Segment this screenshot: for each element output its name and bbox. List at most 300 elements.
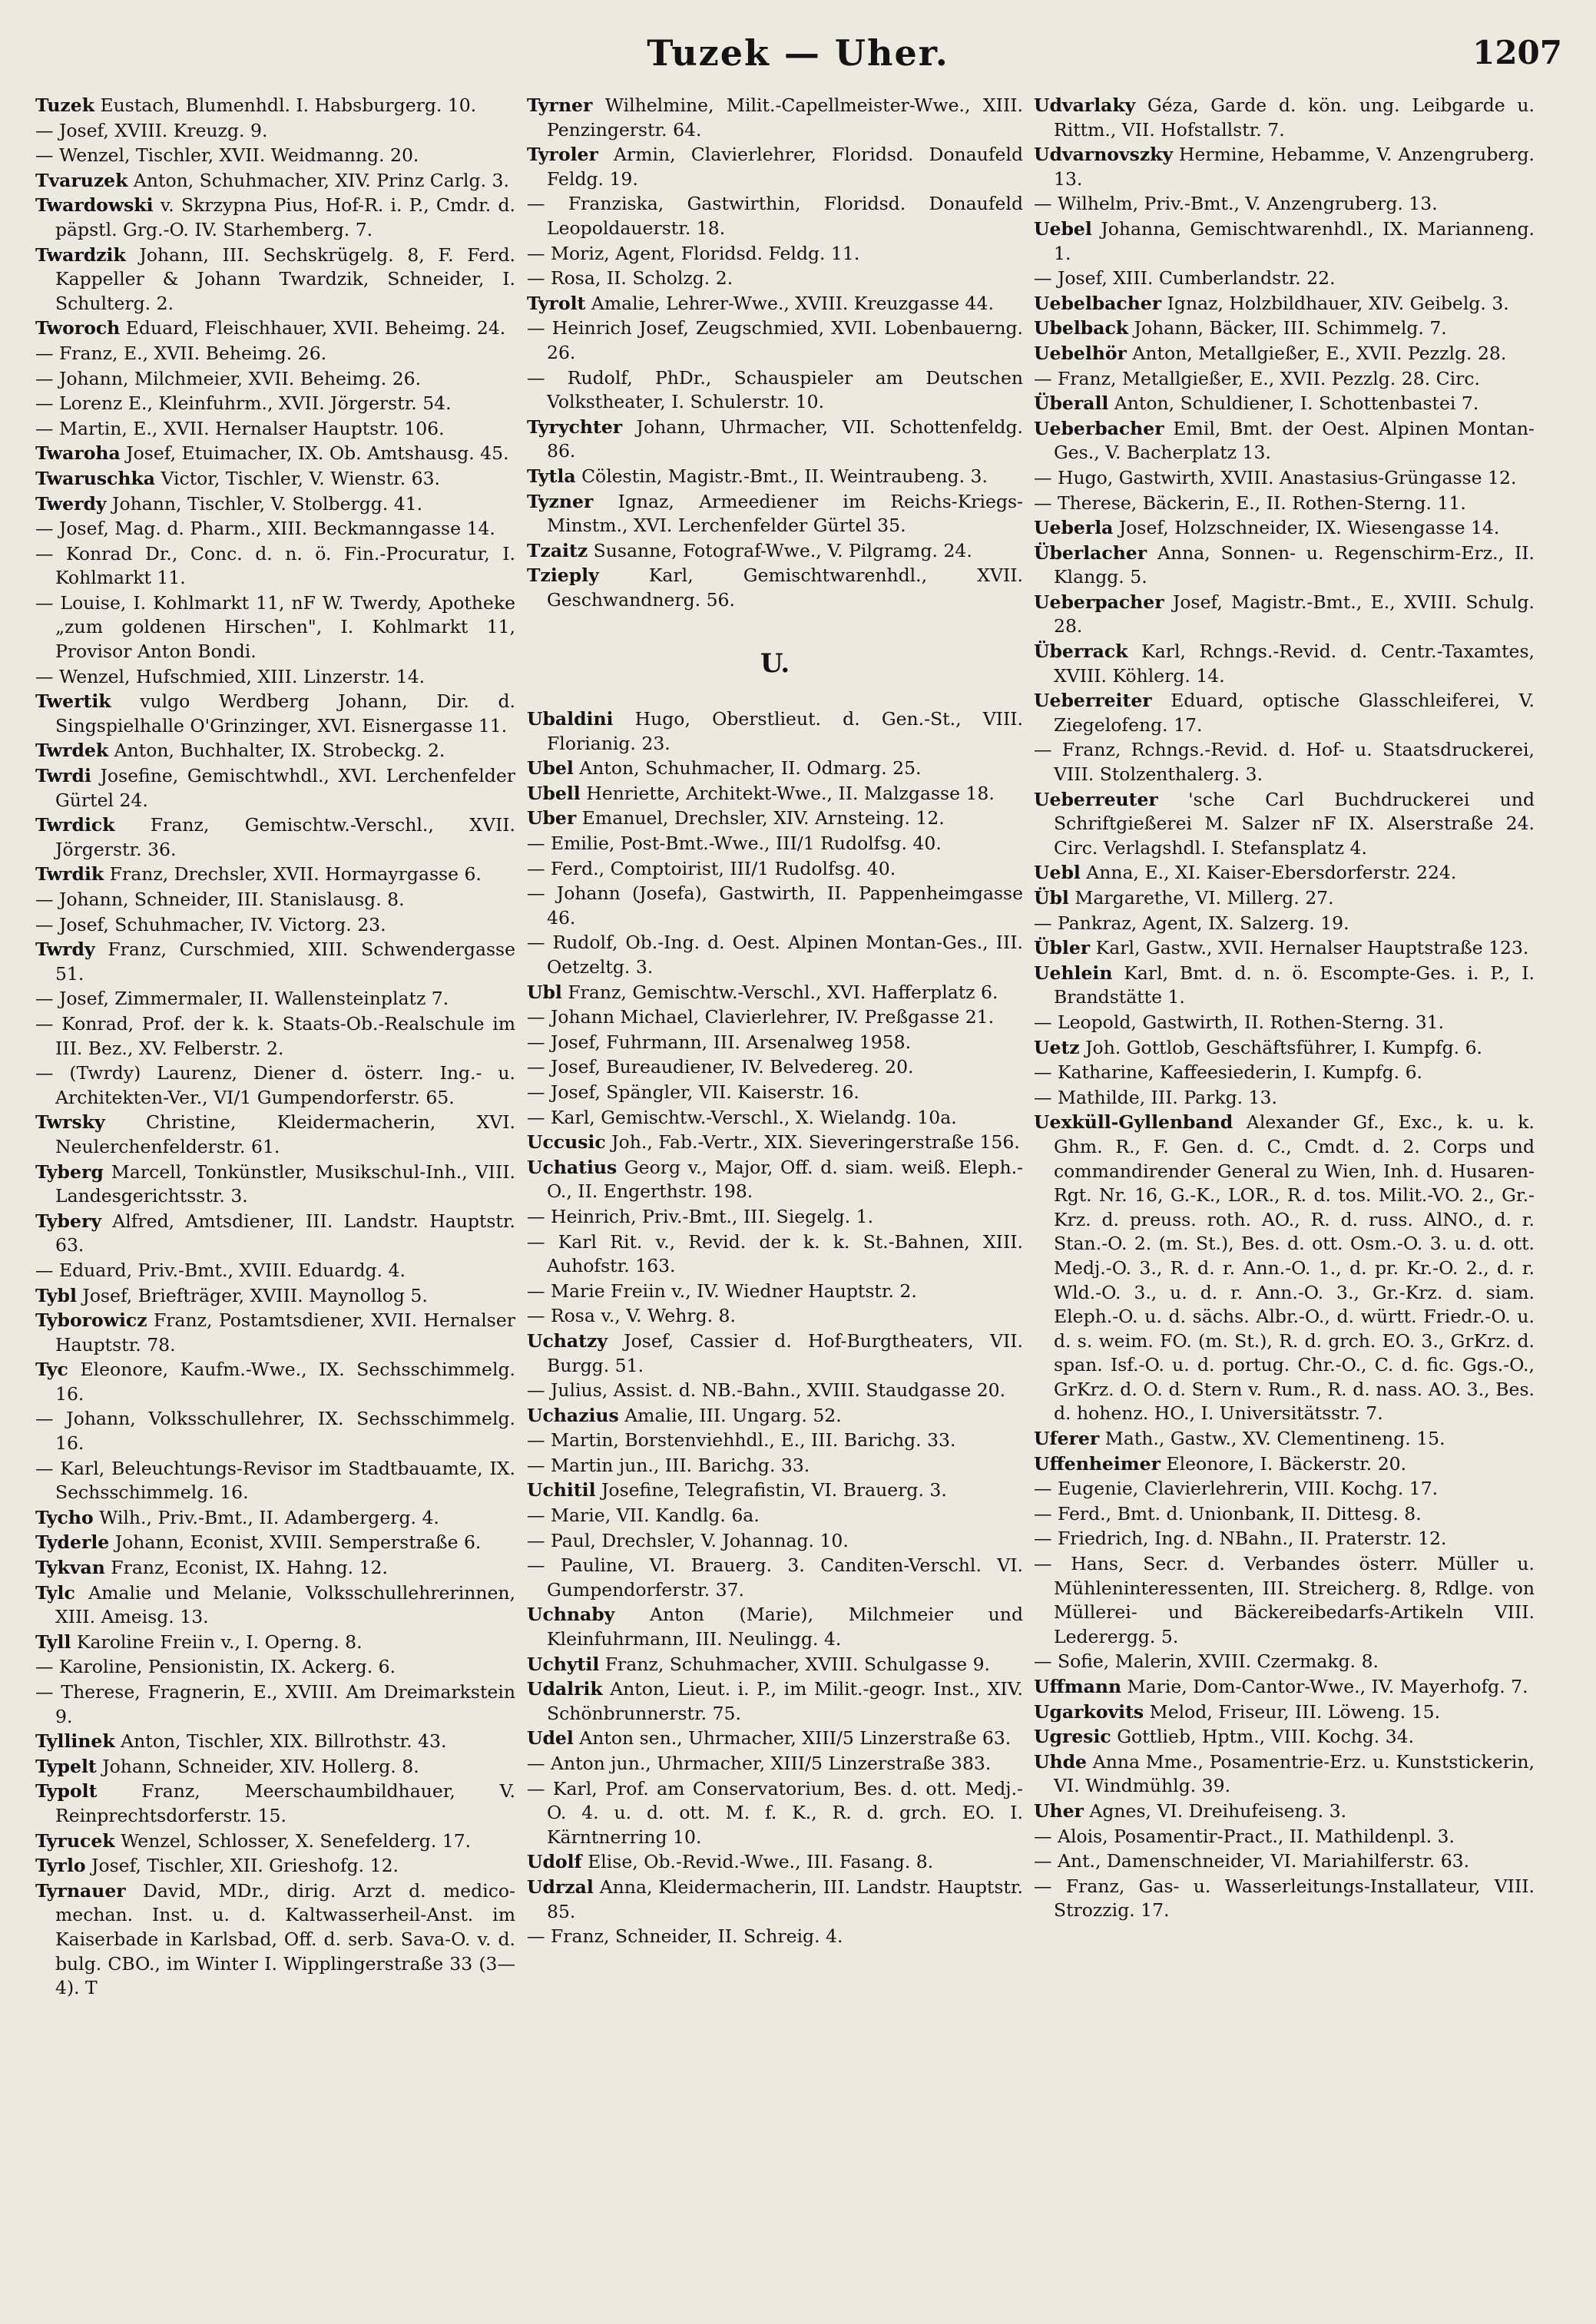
directory-entry (1034, 1700, 1535, 1725)
entry-details: Josefine, Telegrafistin, VI. Brauerg. 3. (601, 1479, 947, 1501)
directory-entry (35, 1457, 515, 1505)
column-1 (35, 94, 515, 2306)
directory-entry (527, 1777, 1023, 1850)
entry-details: Math., Gastw., XV. Clementineng. 15. (1104, 1428, 1445, 1450)
entry-details: v. Skrzypna Pius, Hof-R. i. P., Cmdr. d. päpstl. Grg.-O. IV. Starhemberg. 7. (55, 194, 515, 240)
directory-entry (527, 1304, 1023, 1329)
directory-entry (1034, 292, 1535, 316)
column-2 (527, 94, 1023, 2306)
entry-surname: Udolf (527, 1851, 582, 1873)
entry-surname: Uhde (1034, 1750, 1087, 1773)
entry-details: — Josef, Fuhrmann, III. Arsenalweg 1958. (527, 1031, 912, 1053)
directory-entry (1034, 94, 1535, 142)
entry-details: — Josef, Spängler, VII. Kaiserstr. 16. (527, 1081, 859, 1103)
entry-surname: Uchatzy (527, 1329, 608, 1352)
entry-details: — Mathilde, III. Parkg. 13. (1034, 1086, 1277, 1108)
directory-entry (35, 1309, 515, 1357)
directory-entry (527, 1031, 1023, 1055)
directory-entry (527, 857, 1023, 882)
directory-entry (1034, 217, 1535, 266)
entry-details: Anna, Sonnen- u. Regenschirm-Erz., II. Klangg. 5. (1054, 541, 1535, 588)
entry-details: — Karl, Prof. am Conservatorium, Bes. d. ott. Medj.-O. 4. u. d. ott. M. f. K., R. d. grch. EO. I. Kärntnerring 10. (527, 1777, 1023, 1848)
directory-entry (35, 169, 515, 194)
directory-entry (35, 194, 515, 242)
entry-details: Cölestin, Magistr.-Bmt., II. Weintraubeng. 3. (581, 465, 988, 487)
entry-details: Anton, Schuhmacher, II. Odmarg. 25. (579, 757, 922, 780)
entry-details: — Johann Michael, Clavierlehrer, IV. Preßgasse 21. (527, 1006, 995, 1028)
directory-entry (1034, 1111, 1535, 1426)
directory-entry (527, 1205, 1023, 1230)
directory-entry (1034, 738, 1535, 786)
entry-details: — Eugenie, Clavierlehrerin, VIII. Kochg. 17. (1034, 1478, 1439, 1500)
directory-entry (35, 243, 515, 316)
directory-entry (527, 1428, 1023, 1453)
entry-details: Anton (Marie), Milchmeier und Kleinfuhrmann, III. Neulingg. 4. (547, 1604, 1023, 1650)
entry-surname: Ugarkovits (1034, 1700, 1144, 1723)
directory-entry (35, 1730, 515, 1754)
entry-details: Josef, Briefträger, XVIII. Maynollog 5. (82, 1284, 428, 1306)
directory-entry (1034, 1825, 1535, 1849)
directory-entry (527, 1106, 1023, 1131)
entry-details: Josefine, Gemischtwhdl., XVI. Lerchenfelder Gürtel 24. (55, 765, 515, 811)
entry-details: — Sofie, Malerin, XVIII. Czermakg. 8. (1034, 1650, 1379, 1673)
directory-entry (35, 1531, 515, 1555)
entry-details: Johann, III. Sechskrügelg. 8, F. Ferd. Kappeller & Johann Twardzik, Schneider, I. Schulterg. 2. (55, 243, 515, 314)
entry-surname: Tykvan (35, 1557, 105, 1579)
entry-surname: Tyderle (35, 1531, 110, 1554)
entry-details: Joh., Fab.-Vertr., XIX. Sieveringerstraße 156. (611, 1131, 1020, 1154)
entry-details: Georg v., Major, Off. d. siam. weiß. Eleph.-O., II. Engerthstr. 198. (547, 1156, 1023, 1203)
directory-entry (35, 1879, 515, 2001)
entry-surname: Twaruschka (35, 467, 155, 489)
directory-entry (527, 1081, 1023, 1105)
directory-entry (1034, 591, 1535, 639)
directory-entry (527, 1055, 1023, 1080)
entry-details: — Therese, Fragnerin, E., XVIII. Am Dreimarkstein 9. (35, 1681, 515, 1727)
entry-surname: Uchazius (527, 1404, 619, 1426)
entry-surname: Ubell (527, 782, 581, 804)
entry-details: Johann, Tischler, V. Stolbergg. 41. (112, 492, 423, 515)
directory-entry (527, 1925, 1023, 1949)
entry-details: Marcell, Tonkünstler, Musikschul-Inh., VIII. Landesgerichtsstr. 3. (55, 1160, 515, 1207)
directory-entry (527, 806, 1023, 831)
entry-details: — Rudolf, Ob.-Ing. d. Oest. Alpinen Montan-Ges., III. Oetzeltg. 3. (527, 932, 1023, 978)
entry-details: — Alois, Posamentir-Pract., II. Mathildenpl. 3. (1034, 1825, 1455, 1847)
directory-entry (1034, 266, 1535, 291)
entry-details: — Franziska, Gastwirthin, Floridsd. Donaufeld Leopoldauerstr. 18. (527, 193, 1023, 239)
entry-details: — Franz, Gas- u. Wasserleitungs-Installateur, VIII. Strozzig. 17. (1034, 1875, 1535, 1922)
directory-entry (35, 591, 515, 664)
directory-entry (1034, 1477, 1535, 1501)
entry-surname: Tyrner (527, 94, 593, 116)
entry-surname: Uffenheimer (1034, 1452, 1161, 1475)
directory-entry (1034, 1675, 1535, 1700)
directory-entry (35, 342, 515, 366)
entry-details: Anton, Metallgießer, E., XVII. Pezzlg. 28. (1132, 342, 1507, 364)
entry-details: Anton, Schuldiener, I. Schottenbastei 7. (1114, 392, 1479, 415)
running-title: Tuzek — Uher. (647, 32, 949, 74)
entry-surname: Udvarlaky (1034, 94, 1136, 116)
directory-entry (527, 192, 1023, 240)
entry-surname: Überlacher (1034, 541, 1147, 564)
entry-details: — Franz, Schneider, II. Schreig. 4. (527, 1925, 843, 1948)
entry-surname: Twrdek (35, 740, 109, 762)
directory-entry (35, 316, 515, 341)
directory-entry (527, 1454, 1023, 1478)
entry-details: — Heinrich, Priv.-Bmt., III. Siegelg. 1. (527, 1205, 874, 1227)
entry-surname: Tyll (35, 1630, 71, 1653)
entry-details: Anna, E., XI. Kaiser-Ebersdorferstr. 224. (1086, 862, 1457, 884)
entry-details: Franz, Postamtsdiener, XVII. Hernalser Hauptstr. 78. (55, 1309, 515, 1356)
entry-details: Eleonore, Kaufm.-Wwe., IX. Sechsschimmelg. 16. (55, 1359, 515, 1405)
entry-details: Anton, Schuhmacher, XIV. Prinz Carlg. 3. (133, 169, 509, 191)
directory-entry (1034, 417, 1535, 465)
entry-surname: Tyborowicz (35, 1309, 147, 1332)
entry-details: — Louise, I. Kohlmarkt 11, nF W. Twerdy, Apotheke „zum goldenen Hirschen", I. Kohlmarkt 11, Provisor Anton Bondi. (35, 591, 515, 663)
directory-entry (1034, 192, 1535, 217)
entry-details: Gottlieb, Hptm., VIII. Kochg. 34. (1117, 1726, 1415, 1748)
entry-details: — Karl Rit. v., Revid. der k. k. St.-Bahnen, XIII. Auhofstr. 163. (527, 1230, 1023, 1277)
entry-surname: Ueberreuter (1034, 788, 1158, 810)
directory-entry (527, 490, 1023, 538)
entry-details: Johann, Bäcker, III. Schimmelg. 7. (1134, 317, 1447, 339)
directory-entry (527, 242, 1023, 266)
entry-details: Josef, Etuimacher, IX. Ob. Amtshausg. 45. (126, 442, 509, 465)
directory-entry (527, 1504, 1023, 1528)
entry-details: Franz, Meerschaumbildhauer, V. Reinprechtsdorferstr. 15. (55, 1780, 515, 1826)
entry-details: — Katharine, Kaffeesiederin, I. Kumpfg. 6. (1034, 1061, 1423, 1084)
entry-surname: Twrdy (35, 939, 95, 961)
entry-details: — Johann, Volksschullehrer, IX. Sechsschimmelg. 16. (35, 1408, 515, 1455)
section-heading: U. (760, 648, 790, 680)
directory-entry (35, 1210, 515, 1258)
directory-entry (35, 690, 515, 738)
entry-surname: Überall (1034, 392, 1109, 415)
entry-details: Wilh., Priv.-Bmt., II. Adambergerg. 4. (99, 1506, 439, 1528)
entry-surname: Tyberg (35, 1160, 104, 1183)
directory-entry (527, 366, 1023, 415)
entry-details: — Marie, VII. Kandlg. 6a. (527, 1505, 760, 1527)
entry-details: Anna Mme., Posamentrie-Erz. u. Kunststickerin, VI. Windmühlg. 39. (1054, 1750, 1535, 1797)
directory-entry (35, 1755, 515, 1779)
entry-details: — (Twrdy) Laurenz, Diener d. österr. Ing.- u. Architekten-Ver., VI/1 Gumpendorferstr. 65. (35, 1062, 515, 1108)
entry-details: Karl, Bmt. d. n. ö. Escompte-Ges. i. P., I. Brandstätte 1. (1054, 962, 1535, 1008)
directory-entry (35, 1655, 515, 1680)
entry-details: — Karoline, Pensionistin, IX. Ackerg. 6. (35, 1656, 396, 1678)
entry-details: Franz, Drechsler, XVII. Hormayrgasse 6. (109, 863, 482, 886)
directory-entry (35, 1829, 515, 1854)
directory-entry (527, 539, 1023, 564)
entry-details: — Paul, Drechsler, V. Johannag. 10. (527, 1529, 849, 1551)
entry-details: — Josef, Zimmermaler, II. Wallensteinplatz 7. (35, 988, 449, 1010)
entry-surname: Ugresic (1034, 1726, 1111, 1748)
entry-surname: Uehlein (1034, 962, 1113, 984)
entry-details: — Ferd., Bmt. d. Unionbank, II. Dittesg. 8. (1034, 1502, 1422, 1525)
entry-details: Wenzel, Schlosser, X. Senefelderg. 17. (121, 1829, 472, 1852)
entry-details: Karl, Rchngs.-Revid. d. Centr.-Taxamtes, XVIII. Köhlerg. 14. (1054, 641, 1535, 687)
directory-entry (527, 782, 1023, 806)
entry-surname: Ueberla (1034, 517, 1114, 539)
directory-entry (1034, 1427, 1535, 1452)
entry-surname: Tworoch (35, 317, 121, 339)
directory-entry (527, 1603, 1023, 1651)
page-header (0, 32, 1596, 86)
entry-details: — Josef, XIII. Cumberlandstr. 22. (1034, 267, 1336, 290)
entry-details: Anna, Kleidermacherin, III. Landstr. Hauptstr. 85. (547, 1875, 1023, 1922)
directory-entry (1034, 912, 1535, 936)
entry-details: Johanna, Gemischtwarenhdl., IX. Marianneng. 1. (1054, 217, 1535, 264)
directory-entry (35, 1581, 515, 1630)
entry-details: — Konrad Dr., Conc. d. n. ö. Fin.-Procuratur, I. Kohlmarkt 11. (35, 542, 515, 589)
directory-entry (527, 1156, 1023, 1204)
entry-details: — Anton jun., Uhrmacher, XIII/5 Linzerstraße 383. (527, 1753, 992, 1774)
entry-surname: Tyc (35, 1359, 68, 1381)
directory-entry (35, 1358, 515, 1406)
directory-entry (35, 119, 515, 144)
directory-entry (527, 1478, 1023, 1503)
entry-details: — Pauline, VI. Brauerg. 3. Canditen-Verschl. VI. Gumpendorferstr. 37. (527, 1554, 1023, 1601)
directory-entry (527, 1280, 1023, 1304)
directory-entry (527, 931, 1023, 979)
directory-entry (1034, 1650, 1535, 1674)
entry-details: Margarethe, VI. Millerg. 27. (1074, 887, 1334, 909)
entry-surname: Uchitil (527, 1479, 596, 1501)
entry-surname: Uebl (1034, 862, 1081, 884)
entry-details: Anton sen., Uhrmacher, XIII/5 Linzerstraße 63. (579, 1727, 1012, 1750)
directory-entry (1034, 1799, 1535, 1824)
directory-entry (527, 1131, 1023, 1155)
entry-details: Emanuel, Drechsler, XIV. Arnsteing. 12. (581, 807, 945, 829)
directory-entry (35, 542, 515, 591)
entry-details: Ignaz, Armeediener im Reichs-Kriegs-Minstm., XVI. Lerchenfelder Gürtel 35. (547, 490, 1023, 537)
directory-entry (1034, 962, 1535, 1010)
entry-surname: Übler (1034, 937, 1091, 959)
directory-entry (527, 1404, 1023, 1428)
directory-entry (527, 1529, 1023, 1554)
entry-details: 'sche Carl Buchdruckerei und Schriftgießerei M. Salzer nF IX. Alserstraße 24. Circ. Verlagshdl. I. Stefansplatz 4. (1054, 788, 1535, 859)
directory-entry (35, 938, 515, 986)
entry-details: — Leopold, Gastwirth, II. Rothen-Sterng. 31. (1034, 1011, 1445, 1033)
directory-entry (1034, 1036, 1535, 1061)
directory-entry (527, 1677, 1023, 1726)
directory-entry (35, 144, 515, 168)
directory-entry (527, 1329, 1023, 1378)
entry-details: — Martin jun., III. Barichg. 33. (527, 1454, 810, 1476)
directory-entry (35, 739, 515, 763)
entry-details: — Franz, Metallgießer, E., XVII. Pezzlg. 28. Circ. (1034, 367, 1480, 389)
entry-details: — Franz, Rchngs.-Revid. d. Hof- u. Staatsdruckerei, VIII. Stolzenthalerg. 3. (1034, 739, 1535, 786)
directory-entry (35, 1284, 515, 1309)
entry-details: Ignaz, Holzbildhauer, XIV. Geibelg. 3. (1167, 292, 1509, 314)
directory-entry (35, 492, 515, 517)
directory-entry (35, 813, 515, 862)
entry-details: — Josef, XVIII. Kreuzg. 9. (35, 119, 268, 141)
entry-details: — Emilie, Post-Bmt.-Wwe., III/1 Rudolfsg. 40. (527, 833, 942, 855)
entry-details: Amalie, Lehrer-Wwe., XVIII. Kreuzgasse 44. (591, 292, 994, 314)
entry-details: David, MDr., dirig. Arzt d. medico-mechan. Inst. u. d. Kaltwasserheil-Anst. im Kaiserbade in Karlsbad, Off. d. serb. Sava-O. v. d. bulg. CBO., im Winter I. Wipplingerstraße 33 (3—4). T (55, 1879, 515, 1999)
entry-surname: Uber (527, 807, 577, 829)
directory-entry (527, 756, 1023, 781)
entry-surname: Twardzik (35, 243, 126, 266)
directory-entry (527, 465, 1023, 489)
directory-entry (35, 987, 515, 1011)
entry-details: — Ferd., Comptoirist, III/1 Rudolfsg. 40. (527, 857, 896, 879)
entry-details: — Karl, Beleuchtungs-Revisor im Stadtbauamte, IX. Sechsschimmelg. 16. (35, 1457, 515, 1504)
directory-entry (1034, 788, 1535, 861)
entry-details: — Josef, Mag. d. Pharm., XIII. Beckmanngasse 14. (35, 518, 495, 540)
entry-surname: Uetz (1034, 1036, 1080, 1058)
entry-details: Josef, Cassier d. Hof-Burgtheaters, VII. Burgg. 51. (547, 1329, 1023, 1376)
directory-entry (527, 832, 1023, 856)
directory-entry (35, 442, 515, 466)
entry-details: — Hans, Secr. d. Verbandes österr. Müller u. Mühleninteressenten, III. Streicherg. 8, Rdlge. von Müllerei- und Bäckereibedarfs-Artikeln VIII. Lederergg. 5. (1034, 1553, 1535, 1647)
directory-entry (1034, 316, 1535, 341)
entry-details: — Marie Freiin v., IV. Wiedner Hauptstr. 2. (527, 1280, 917, 1302)
page-number: 1207 (1472, 34, 1562, 71)
entry-details: Marie, Dom-Cantor-Wwe., IV. Mayerhofg. 7. (1127, 1676, 1528, 1697)
entry-surname: Twertik (35, 690, 111, 713)
entry-surname: Tyrolt (527, 292, 586, 314)
directory-entry (1034, 640, 1535, 688)
directory-entry (527, 981, 1023, 1005)
directory-entry (1034, 1725, 1535, 1750)
entry-details: Franz, Econist, IX. Hahng. 12. (111, 1557, 388, 1579)
entry-surname: Tyroler (527, 144, 598, 166)
directory-entry (527, 143, 1023, 191)
entry-details: Emil, Bmt. der Oest. Alpinen Montan-Ges., V. Bacherplatz 13. (1054, 417, 1535, 464)
column-3 (1034, 94, 1535, 2306)
entry-surname: Uebelhör (1034, 342, 1127, 364)
directory-entry (1034, 1011, 1535, 1035)
entry-surname: Ubl (527, 981, 562, 1003)
directory-entry (35, 1407, 515, 1455)
directory-entry (35, 1111, 515, 1159)
entry-details: Anton, Lieut. i. P., im Milit.-geogr. Inst., XIV. Schönbrunnerstr. 75. (547, 1678, 1023, 1724)
directory-entry (1034, 392, 1535, 416)
directory-entry (527, 94, 1023, 142)
entry-details: Franz, Gemischtw.-Verschl., XVII. Jörgerstr. 36. (55, 814, 515, 860)
entry-details: Franz, Gemischtw.-Verschl., XVI. Hafferplatz 6. (568, 981, 998, 1003)
entry-details: — Wenzel, Hufschmied, XIII. Linzerstr. 14. (35, 665, 425, 687)
entry-details: Anton, Buchhalter, IX. Strobeckg. 2. (114, 740, 445, 762)
entry-surname: Ueberreiter (1034, 690, 1152, 712)
entry-details: Eleonore, I. Bäckerstr. 20. (1166, 1452, 1407, 1475)
directory-entry (35, 1854, 515, 1879)
directory-entry (35, 1259, 515, 1283)
entry-surname: Tvaruzek (35, 169, 128, 191)
directory-entry (1034, 466, 1535, 491)
directory-entry (527, 882, 1023, 930)
entry-details: Agnes, VI. Dreihufeiseng. 3. (1089, 1799, 1347, 1822)
directory-entry (35, 1061, 515, 1110)
entry-details: — Rudolf, PhDr., Schauspieler am Deutschen Volkstheater, I. Schulerstr. 10. (527, 366, 1023, 413)
entry-details: — Lorenz E., Kleinfuhrm., XVII. Jörgerstr. 54. (35, 392, 452, 415)
directory-entry (1034, 342, 1535, 366)
entry-details: Hugo, Oberstlieut. d. Gen.-St., VIII. Florianig. 23. (547, 708, 1023, 754)
entry-surname: Uebelbacher (1034, 292, 1162, 314)
directory-entry (527, 292, 1023, 316)
entry-details: Amalie und Melanie, Volksschullehrerinnen, XIII. Ameisg. 13. (55, 1581, 515, 1628)
directory-entry (1034, 1875, 1535, 1923)
entry-surname: Udvarnovszky (1034, 144, 1174, 166)
entry-details: Joh. Gottlob, Geschäftsführer, I. Kumpfg. 6. (1085, 1036, 1483, 1058)
entry-surname: Tyrucek (35, 1829, 115, 1852)
entry-details: Alfred, Amtsdiener, III. Landstr. Hauptstr. 63. (55, 1210, 515, 1256)
entry-surname: Uchatius (527, 1156, 618, 1178)
directory-entry (527, 266, 1023, 291)
entry-details: Armin, Clavierlehrer, Floridsd. Donaufeld Feldg. 19. (547, 144, 1023, 190)
entry-details: Eduard, Fleischhauer, XVII. Beheimg. 24. (125, 317, 506, 339)
directory-entry (1034, 936, 1535, 961)
directory-entry (35, 1680, 515, 1729)
directory-entry (35, 367, 515, 392)
entry-surname: Twrdi (35, 765, 91, 787)
entry-details: — Ant., Damenschneider, VI. Mariahilferstr. 63. (1034, 1850, 1470, 1872)
directory-entry (35, 913, 515, 938)
entry-surname: Ubel (527, 757, 574, 780)
entry-surname: Ubelback (1034, 317, 1129, 339)
entry-details: — Julius, Assist. d. NB.-Bahn., XVIII. Staudgasse 20. (527, 1379, 1006, 1402)
entry-surname: Uher (1034, 1799, 1084, 1822)
entry-details: Eustach, Blumenhdl. I. Habsburgerg. 10. (100, 94, 477, 116)
entry-surname: Uchnaby (527, 1604, 615, 1626)
directory-entry (527, 1653, 1023, 1677)
entry-details: — Therese, Bäckerin, E., II. Rothen-Sterng. 11. (1034, 492, 1466, 514)
directory-entry (35, 467, 515, 492)
entry-surname: Ueberpacher (1034, 591, 1164, 613)
entry-details: — Eduard, Priv.-Bmt., XVIII. Eduardg. 4. (35, 1259, 406, 1281)
entry-details: Eduard, optische Glasschleiferei, V. Ziegelofeng. 17. (1054, 690, 1535, 736)
entry-surname: Udel (527, 1727, 574, 1750)
entry-details: Wilhelmine, Milit.-Capellmeister-Wwe., XIII. Penzingerstr. 64. (547, 94, 1023, 141)
entry-surname: Twrdik (35, 863, 104, 886)
entry-details: — Karl, Gemischtw.-Verschl., X. Wielandg. 10a. (527, 1106, 957, 1128)
directory-entry (1034, 1452, 1535, 1477)
entry-details: — Moriz, Agent, Floridsd. Feldg. 11. (527, 242, 860, 264)
directory-entry (35, 1506, 515, 1531)
entry-surname: Tybl (35, 1284, 77, 1306)
entry-surname: Überrack (1034, 641, 1128, 663)
entry-surname: Tyrlo (35, 1855, 86, 1877)
directory-entry (1034, 1849, 1535, 1874)
entry-surname: Uexküll-Gyllenband (1034, 1111, 1233, 1134)
directory-entry (1034, 1086, 1535, 1111)
entry-surname: Uebel (1034, 217, 1092, 240)
entry-details: Franz, Curschmied, XIII. Schwendergasse 51. (55, 939, 515, 985)
entry-surname: Tybery (35, 1210, 101, 1232)
entry-details: Anton, Tischler, XIX. Billrothstr. 43. (121, 1730, 447, 1753)
entry-details: vulgo Werdberg Johann, Dir. d. Singspielhalle O'Grinzinger, XVI. Eisnergasse 11. (55, 690, 515, 737)
entry-details: — Johann (Josefa), Gastwirth, II. Pappenheimgasse 46. (527, 882, 1023, 929)
directory-entry (1034, 861, 1535, 886)
directory-entry (35, 517, 515, 541)
entry-surname: Tyzner (527, 490, 594, 512)
entry-details: Elise, Ob.-Revid.-Wwe., III. Fasang. 8. (588, 1851, 934, 1873)
entry-details: — Josef, Bureaudiener, IV. Belvedereg. 20. (527, 1056, 914, 1078)
directory-entry (527, 316, 1023, 365)
entry-surname: Tuzek (35, 94, 94, 116)
directory-entry (527, 1379, 1023, 1403)
entry-surname: Tycho (35, 1506, 94, 1528)
directory-entry (35, 94, 515, 118)
directory-entry (527, 707, 1023, 756)
entry-surname: Uferer (1034, 1428, 1100, 1450)
entry-details: — Rosa, II. Scholzg. 2. (527, 267, 733, 290)
directory-entry (1034, 1527, 1535, 1551)
directory-entry (527, 1230, 1023, 1279)
entry-details: Johann, Econist, XVIII. Semperstraße 6. (114, 1531, 482, 1554)
entry-details: — Friedrich, Ing. d. NBahn., II. Praterstr. 12. (1034, 1528, 1447, 1550)
